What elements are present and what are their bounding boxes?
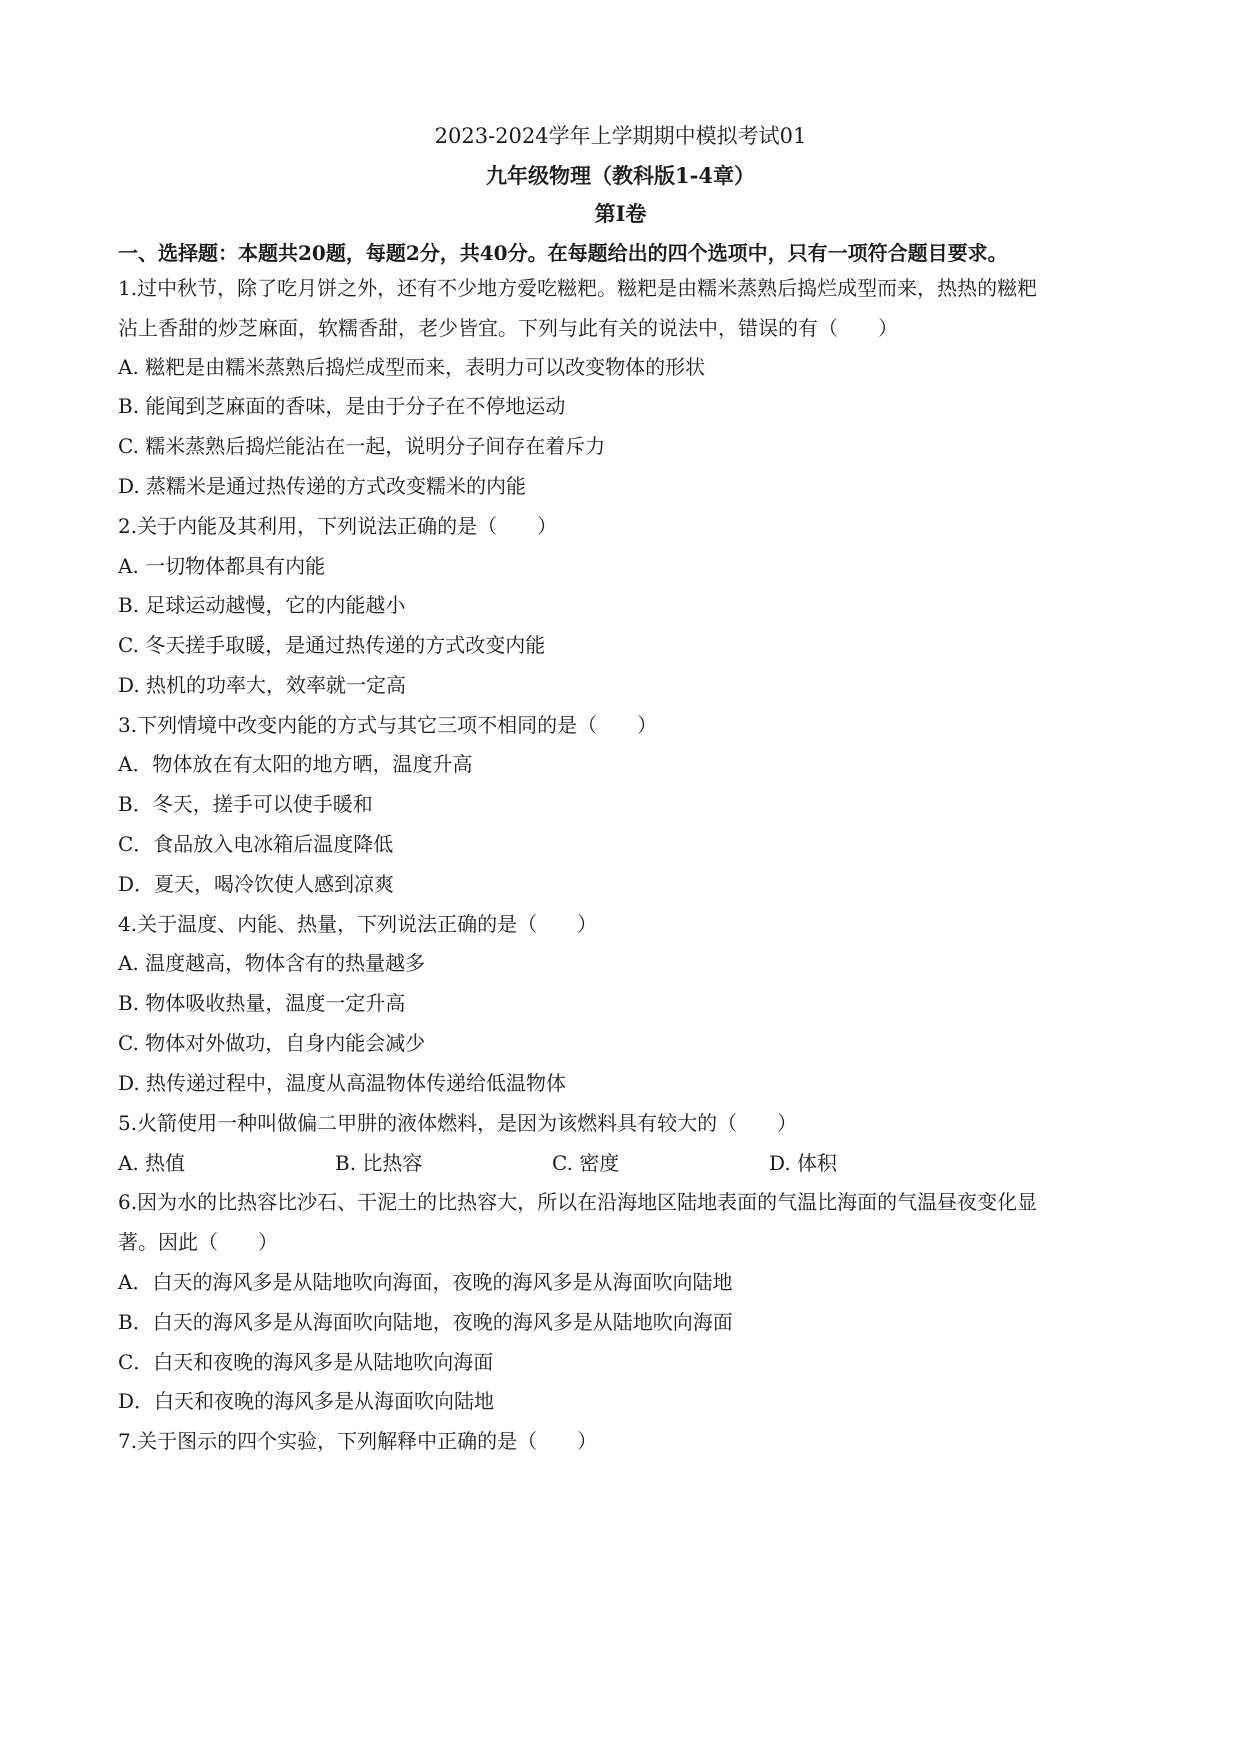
q3-option-c: C．食品放入电冰箱后温度降低	[118, 832, 394, 856]
q3-option-d: D．夏天，喝冷饮使人感到凉爽	[118, 872, 395, 896]
q2-option-a: A. 一切物体都具有内能	[118, 554, 326, 578]
q4-stem: 4.关于温度、内能、热量，下列说法正确的是（ ）	[118, 912, 598, 936]
q5-option-a: A. 热值	[118, 1151, 186, 1175]
q4-option-c: C. 物体对外做功，自身内能会减少	[118, 1031, 426, 1055]
exam-title: 2023-2024学年上学期期中模拟考试01	[434, 124, 807, 148]
q1-stem-line1: 1.过中秋节，除了吃月饼之外，还有不少地方爱吃糍粑。糍粑是由糯米蒸熟后捣烂成型而来，热热的糍粑	[118, 276, 1038, 300]
q4-option-d: D. 热传递过程中，温度从高温物体传递给低温物体	[118, 1071, 567, 1095]
exam-subtitle: 九年级物理（教科版1-4章）	[486, 163, 755, 188]
q6-stem-line1: 6.因为水的比热容比沙石、干泥土的比热容大，所以在沿海地区陆地表面的气温比海面的气温昼夜变化显	[118, 1190, 1038, 1214]
q4-option-a: A. 温度越高，物体含有的热量越多	[118, 951, 426, 975]
q1-option-b: B. 能闻到芝麻面的香味，是由于分子在不停地运动	[118, 394, 566, 418]
q2-option-b: B. 足球运动越慢，它的内能越小	[118, 593, 406, 617]
q3-option-b: B．冬天，搓手可以使手暖和	[118, 792, 373, 816]
q1-stem-line2: 沾上香甜的炒芝麻面，软糯香甜，老少皆宜。下列与此有关的说法中，错误的有（ ）	[118, 316, 898, 340]
q1-option-c: C. 糯米蒸熟后捣烂能沾在一起，说明分子间存在着斥力	[118, 434, 606, 458]
q2-option-d: D. 热机的功率大，效率就一定高	[118, 673, 407, 697]
q4-option-b: B. 物体吸收热量，温度一定升高	[118, 991, 406, 1015]
q6-option-d: D．白天和夜晚的海风多是从海面吹向陆地	[118, 1389, 495, 1413]
q3-option-a: A．物体放在有太阳的地方晒，温度升高	[118, 752, 473, 776]
section-heading: 一、选择题：本题共20题，每题2分，共40分。在每题给出的四个选项中，只有一项符合题目要求。	[118, 241, 1008, 265]
q5-stem: 5.火箭使用一种叫做偏二甲肼的液体燃料，是因为该燃料具有较大的（ ）	[118, 1111, 798, 1135]
q3-stem: 3.下列情境中改变内能的方式与其它三项不相同的是（ ）	[118, 713, 658, 737]
q1-option-a: A. 糍粑是由糯米蒸熟后捣烂成型而来，表明力可以改变物体的形状	[118, 355, 706, 379]
q6-option-a: A．白天的海风多是从陆地吹向海面，夜晚的海风多是从海面吹向陆地	[118, 1270, 733, 1294]
q2-stem: 2.关于内能及其利用，下列说法正确的是（ ）	[118, 514, 558, 538]
q6-option-c: C．白天和夜晚的海风多是从陆地吹向海面	[118, 1350, 494, 1374]
q6-option-b: B．白天的海风多是从海面吹向陆地，夜晚的海风多是从陆地吹向海面	[118, 1310, 733, 1334]
q5-option-c: C. 密度	[552, 1151, 620, 1175]
q5-option-d: D. 体积	[769, 1151, 838, 1175]
q6-stem-line2: 著。因此（ ）	[118, 1230, 278, 1254]
q2-option-c: C. 冬天搓手取暖，是通过热传递的方式改变内能	[118, 633, 546, 657]
q7-stem: 7.关于图示的四个实验，下列解释中正确的是（ ）	[118, 1429, 598, 1453]
q5-option-b: B. 比热容	[335, 1151, 423, 1175]
q1-option-d: D. 蒸糯米是通过热传递的方式改变糯米的内能	[118, 474, 527, 498]
volume-label: 第Ⅰ卷	[594, 201, 647, 226]
